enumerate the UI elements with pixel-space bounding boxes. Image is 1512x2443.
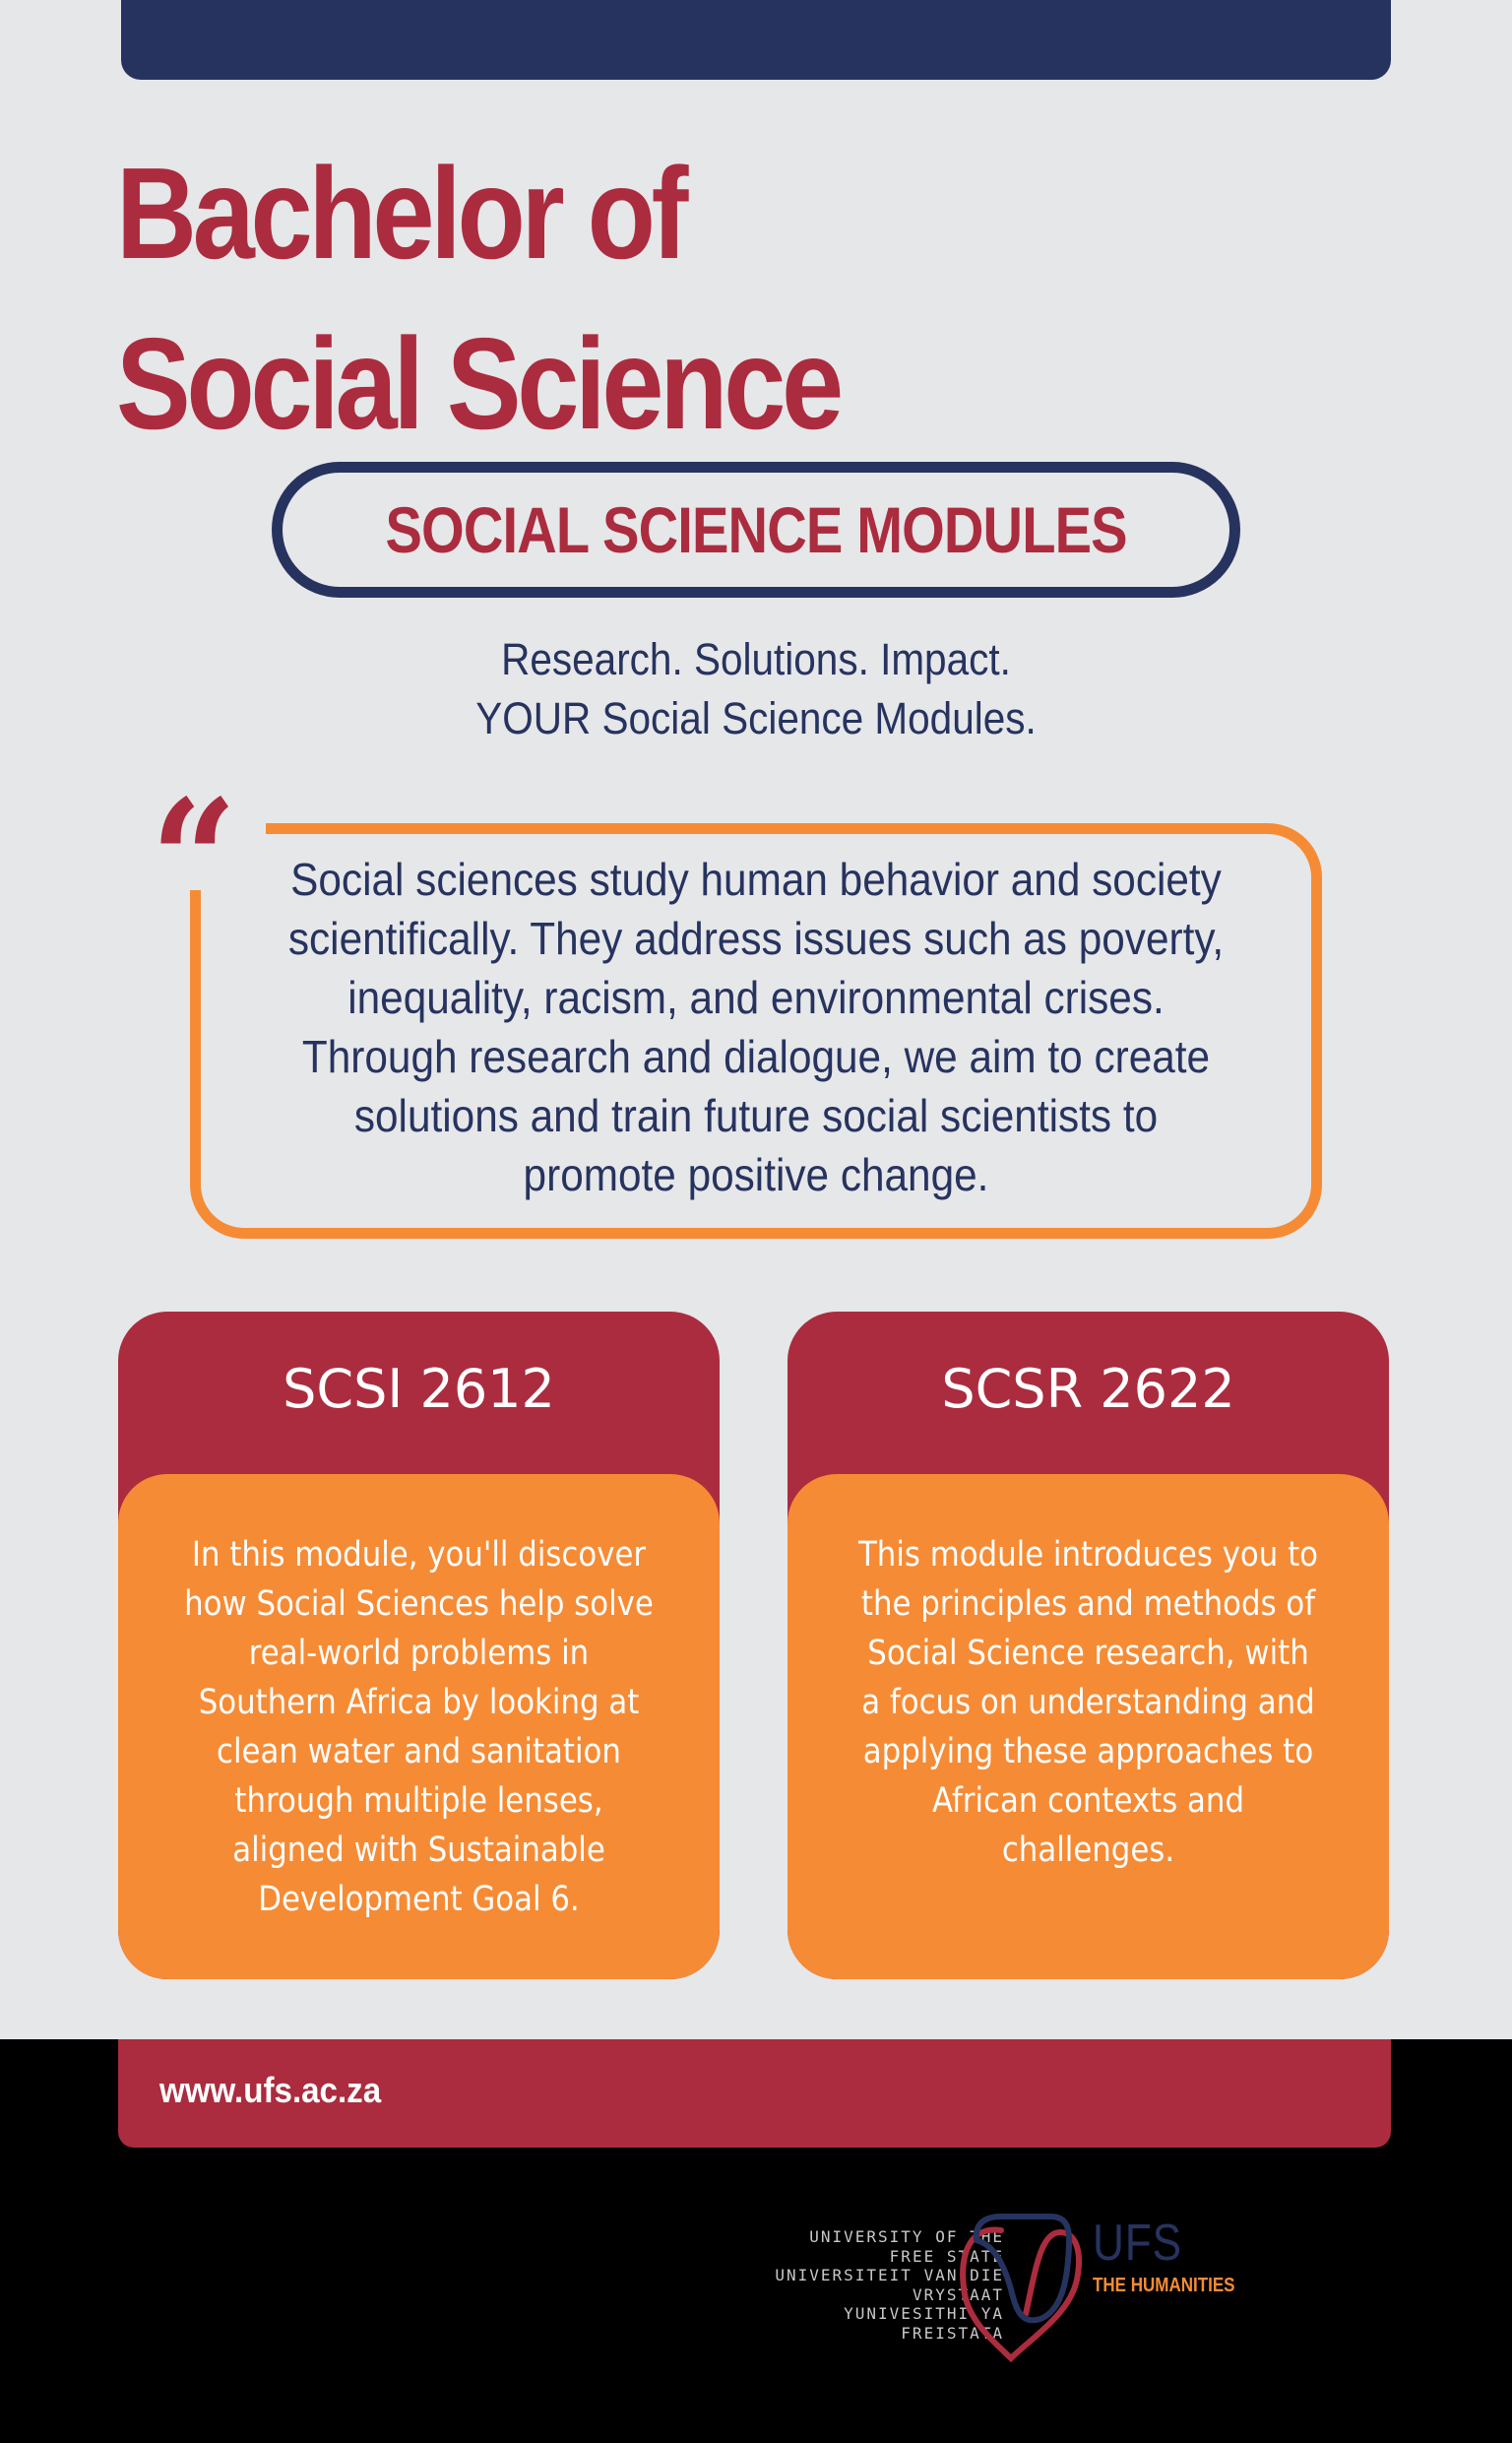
tagline-line-1: Research. Solutions. Impact. bbox=[501, 634, 1011, 684]
module-code: SCSI 2612 bbox=[283, 1358, 555, 1420]
ufs-brand: UFS bbox=[1093, 2215, 1182, 2272]
page-title bbox=[116, 128, 840, 469]
quote-line: solutions and train future social scientists to bbox=[353, 1090, 1159, 1141]
module-card-scsi-2612 bbox=[118, 1312, 720, 1979]
modules-badge bbox=[272, 462, 1240, 598]
university-name-line: FREE STATE bbox=[889, 2246, 1004, 2266]
faculty-name: THE HUMANITIES bbox=[1093, 2275, 1235, 2296]
tagline bbox=[0, 630, 1512, 748]
module-description bbox=[118, 1474, 720, 1979]
description-line: Development Goal 6. bbox=[258, 1880, 580, 1919]
quote-line: Social sciences study human behavior and society bbox=[290, 854, 1222, 905]
description-line: the principles and methods of bbox=[860, 1584, 1316, 1624]
description-line: applying these approaches to bbox=[862, 1732, 1314, 1771]
description-line: aligned with Sustainable bbox=[232, 1831, 605, 1870]
description-line: how Social Sciences help solve bbox=[184, 1584, 654, 1624]
university-name-line: FREISTATA bbox=[901, 2323, 1004, 2343]
website-link[interactable]: www.ufs.ac.za bbox=[159, 2070, 382, 2110]
description-line: challenges. bbox=[1001, 1831, 1175, 1870]
quote-line: scientifically. They address issues such as poverty, bbox=[287, 913, 1225, 964]
university-name-line: YUNIVESITHI YA bbox=[844, 2304, 1004, 2323]
quote-line: inequality, racism, and environmental crises. bbox=[347, 972, 1165, 1023]
quote-line: Through research and dialogue, we aim to create bbox=[301, 1031, 1211, 1082]
ufs-logo-icon bbox=[957, 2211, 1095, 2366]
top-banner bbox=[121, 0, 1391, 80]
module-description bbox=[788, 1474, 1389, 1979]
quote-line: promote positive change. bbox=[523, 1149, 989, 1200]
description-line: Social Science research, with bbox=[867, 1634, 1309, 1673]
university-name-line: VRYSTAAT bbox=[912, 2284, 1004, 2304]
quote-text bbox=[210, 850, 1302, 1204]
url-bar bbox=[118, 2039, 1391, 2148]
modules-badge-label: SOCIAL SCIENCE MODULES bbox=[385, 493, 1127, 566]
description-line: through multiple lenses, bbox=[234, 1781, 603, 1821]
module-card-scsr-2622 bbox=[788, 1312, 1389, 1979]
quotation-mark-icon: “ bbox=[150, 763, 237, 960]
university-name-line: UNIVERSITEIT VAN DIE bbox=[775, 2266, 1004, 2284]
description-line: African contexts and bbox=[931, 1781, 1245, 1821]
tagline-line-2: YOUR Social Science Modules. bbox=[475, 693, 1037, 743]
description-line: Southern Africa by looking at bbox=[198, 1683, 640, 1722]
title-line-2: Social Science bbox=[116, 311, 840, 456]
description-line: real-world problems in bbox=[248, 1634, 590, 1673]
description-line: clean water and sanitation bbox=[217, 1732, 621, 1771]
module-code: SCSR 2622 bbox=[941, 1358, 1235, 1420]
title-line-1: Bachelor of bbox=[116, 141, 685, 286]
description-line: In this module, you'll discover bbox=[191, 1535, 647, 1575]
description-line: This module introduces you to bbox=[857, 1535, 1319, 1575]
description-line: a focus on understanding and bbox=[861, 1683, 1315, 1722]
university-name-line: UNIVERSITY OF THE bbox=[809, 2227, 1004, 2246]
